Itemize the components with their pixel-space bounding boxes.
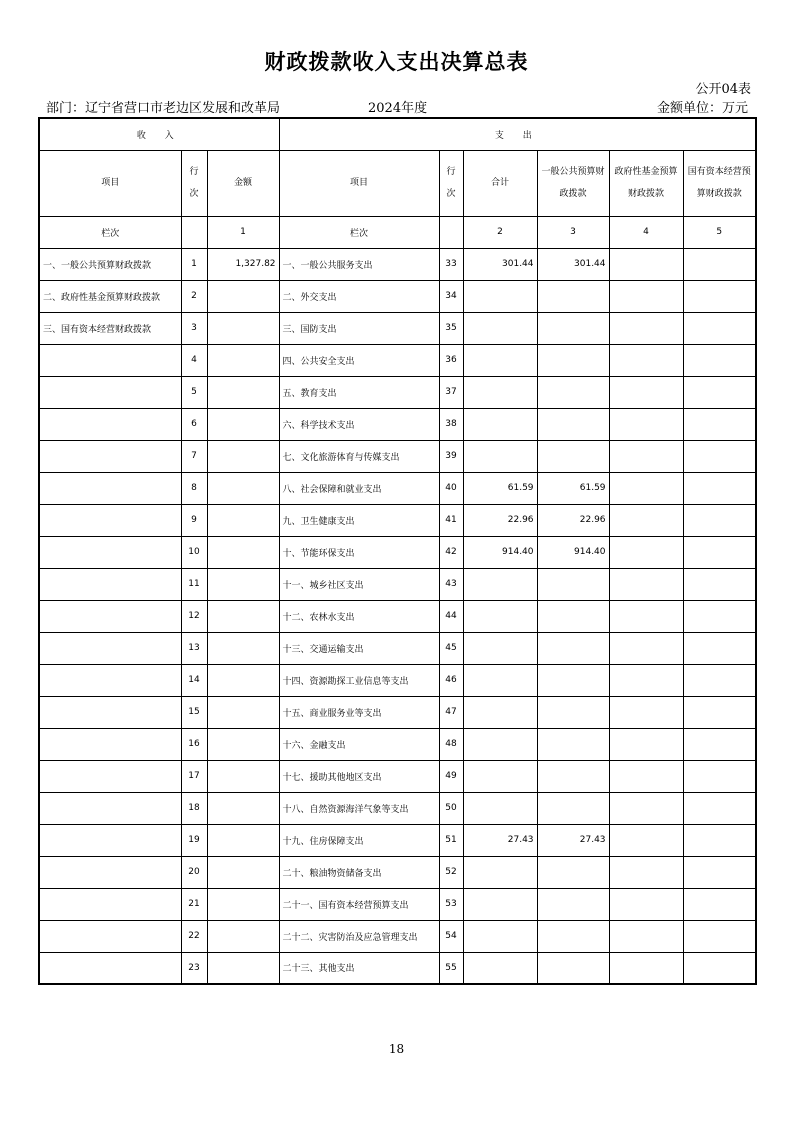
general-budget-cell (537, 312, 609, 344)
income-amount-cell (207, 440, 279, 472)
expense-item-cell: 二十二、灾害防治及应急管理支出 (279, 920, 439, 952)
expense-row-no-cell: 34 (439, 280, 463, 312)
income-row-no-cell: 7 (181, 440, 207, 472)
total-cell (463, 856, 537, 888)
expense-section-header: 支 出 (279, 118, 756, 150)
expense-item-cell: 十一、城乡社区支出 (279, 568, 439, 600)
expense-row-no-cell: 45 (439, 632, 463, 664)
expense-row-no-cell: 49 (439, 760, 463, 792)
expense-item-cell: 二、外交支出 (279, 280, 439, 312)
expense-item-cell: 三、国防支出 (279, 312, 439, 344)
income-item-cell: 一、一般公共预算财政拨款 (39, 248, 181, 280)
table-row (39, 408, 756, 440)
page-title: 财政拨款收入支出决算总表 (264, 50, 529, 74)
index-c1: 1 (207, 216, 279, 248)
income-item-cell (39, 408, 181, 440)
income-row-no-cell: 23 (181, 952, 207, 984)
gov-fund-cell (609, 888, 683, 920)
income-row-no-cell: 4 (181, 344, 207, 376)
table-row (39, 440, 756, 472)
gov-fund-cell (609, 760, 683, 792)
total-cell: 914.40 (463, 536, 537, 568)
expense-row-no-cell: 33 (439, 248, 463, 280)
income-item-cell (39, 376, 181, 408)
total-cell: 61.59 (463, 472, 537, 504)
expense-row-no-cell: 50 (439, 792, 463, 824)
income-item-cell (39, 632, 181, 664)
state-capital-cell (683, 312, 756, 344)
general-budget-cell (537, 408, 609, 440)
index-c2: 2 (463, 216, 537, 248)
total-cell: 22.96 (463, 504, 537, 536)
department-label: 部门：辽宁省营口市老边区发展和改革局 (46, 101, 281, 116)
state-capital-cell (683, 344, 756, 376)
expense-row-no-cell: 52 (439, 856, 463, 888)
expense-item-cell: 二十三、其他支出 (279, 952, 439, 984)
income-section-header: 收 入 (39, 118, 279, 150)
table-row (39, 344, 756, 376)
expense-row-no-cell: 40 (439, 472, 463, 504)
table-row (39, 280, 756, 312)
header-expense-row-no-text: 行次 (446, 167, 456, 199)
total-cell (463, 600, 537, 632)
expense-row-no-cell: 38 (439, 408, 463, 440)
table-row (39, 920, 756, 952)
expense-item-cell: 二十、粮油物资储备支出 (279, 856, 439, 888)
general-budget-cell: 914.40 (537, 536, 609, 568)
state-capital-cell (683, 728, 756, 760)
expense-row-no-cell: 42 (439, 536, 463, 568)
income-item-cell (39, 568, 181, 600)
income-row-no-cell: 20 (181, 856, 207, 888)
income-amount-cell (207, 696, 279, 728)
table-row (39, 376, 756, 408)
unit-label: 金额单位：万元 (656, 101, 748, 116)
expense-item-cell: 十、节能环保支出 (279, 536, 439, 568)
table-row (39, 568, 756, 600)
total-cell (463, 376, 537, 408)
year-label: 2024年度 (368, 101, 428, 116)
income-item-cell (39, 952, 181, 984)
income-row-no-cell: 17 (181, 760, 207, 792)
index-c3: 3 (537, 216, 609, 248)
expense-row-no-cell: 35 (439, 312, 463, 344)
total-cell (463, 664, 537, 696)
table-row (39, 536, 756, 568)
income-row-no-cell: 12 (181, 600, 207, 632)
income-item-cell (39, 664, 181, 696)
expense-item-cell: 七、文化旅游体育与传媒支出 (279, 440, 439, 472)
table-row (39, 664, 756, 696)
general-budget-cell (537, 760, 609, 792)
table-row (39, 696, 756, 728)
header-amount: 金额 (207, 150, 279, 216)
general-budget-cell (537, 888, 609, 920)
general-budget-cell: 301.44 (537, 248, 609, 280)
gov-fund-cell (609, 856, 683, 888)
budget-table (38, 117, 757, 985)
income-item-cell (39, 760, 181, 792)
general-budget-cell (537, 376, 609, 408)
meta-line (38, 97, 754, 115)
income-row-no-cell: 21 (181, 888, 207, 920)
state-capital-cell (683, 824, 756, 856)
gov-fund-cell (609, 376, 683, 408)
table-row (39, 760, 756, 792)
income-amount-cell (207, 600, 279, 632)
income-row-no-cell: 1 (181, 248, 207, 280)
expense-row-no-cell: 55 (439, 952, 463, 984)
income-amount-cell (207, 536, 279, 568)
state-capital-cell (683, 952, 756, 984)
income-item-cell (39, 824, 181, 856)
expense-item-cell: 十三、交通运输支出 (279, 632, 439, 664)
table-row (39, 856, 756, 888)
state-capital-cell (683, 600, 756, 632)
income-amount-cell (207, 504, 279, 536)
expense-item-cell: 十二、农林水支出 (279, 600, 439, 632)
expense-item-cell: 十八、自然资源海洋气象等支出 (279, 792, 439, 824)
income-amount-cell (207, 792, 279, 824)
table-row (39, 824, 756, 856)
general-budget-cell (537, 664, 609, 696)
income-row-no-cell: 18 (181, 792, 207, 824)
gov-fund-cell (609, 824, 683, 856)
expense-item-cell: 十五、商业服务业等支出 (279, 696, 439, 728)
index-c5: 5 (683, 216, 756, 248)
income-row-no-cell: 22 (181, 920, 207, 952)
table-row (39, 888, 756, 920)
income-amount-cell (207, 632, 279, 664)
expense-row-no-cell: 51 (439, 824, 463, 856)
total-cell (463, 312, 537, 344)
gov-fund-cell (609, 792, 683, 824)
state-capital-cell (683, 408, 756, 440)
income-item-cell: 三、国有资本经营财政拨款 (39, 312, 181, 344)
income-amount-cell (207, 280, 279, 312)
expense-row-no-cell: 48 (439, 728, 463, 760)
income-row-no-cell: 3 (181, 312, 207, 344)
gov-fund-cell (609, 632, 683, 664)
index-blank-2 (439, 216, 463, 248)
header-item: 项目 (39, 150, 181, 216)
page-number: 18 (388, 1042, 405, 1056)
state-capital-cell (683, 664, 756, 696)
expense-row-no-cell: 43 (439, 568, 463, 600)
state-capital-cell (683, 632, 756, 664)
column-index-row (39, 216, 756, 248)
general-budget-cell (537, 280, 609, 312)
total-cell (463, 952, 537, 984)
general-budget-cell (537, 952, 609, 984)
gov-fund-cell (609, 728, 683, 760)
general-budget-cell (537, 792, 609, 824)
income-amount-cell (207, 920, 279, 952)
income-item-cell (39, 792, 181, 824)
table-row (39, 472, 756, 504)
total-cell (463, 888, 537, 920)
section-header-row (39, 118, 756, 150)
income-amount-cell (207, 728, 279, 760)
expense-item-cell: 九、卫生健康支出 (279, 504, 439, 536)
income-item-cell (39, 344, 181, 376)
income-item-cell (39, 696, 181, 728)
gov-fund-cell (609, 312, 683, 344)
income-amount-cell (207, 376, 279, 408)
income-amount-cell (207, 824, 279, 856)
expense-row-no-cell: 47 (439, 696, 463, 728)
expense-row-no-cell: 54 (439, 920, 463, 952)
gov-fund-cell (609, 568, 683, 600)
expense-row-no-cell: 53 (439, 888, 463, 920)
header-expense-row-no (439, 150, 463, 216)
total-cell (463, 632, 537, 664)
income-row-no-cell: 9 (181, 504, 207, 536)
general-budget-cell (537, 920, 609, 952)
state-capital-cell (683, 696, 756, 728)
income-row-no-cell: 10 (181, 536, 207, 568)
gov-fund-cell (609, 280, 683, 312)
gov-fund-cell (609, 504, 683, 536)
header-state-capital: 国有资本经营预算财政拨款 (683, 150, 756, 216)
expense-item-cell: 十七、援助其他地区支出 (279, 760, 439, 792)
gov-fund-cell (609, 696, 683, 728)
expense-row-no-cell: 44 (439, 600, 463, 632)
income-row-no-cell: 15 (181, 696, 207, 728)
gov-fund-cell (609, 664, 683, 696)
expense-item-cell: 十九、住房保障支出 (279, 824, 439, 856)
state-capital-cell (683, 760, 756, 792)
header-row-no (181, 150, 207, 216)
general-budget-cell: 27.43 (537, 824, 609, 856)
income-row-no-cell: 8 (181, 472, 207, 504)
state-capital-cell (683, 504, 756, 536)
income-item-cell (39, 504, 181, 536)
income-row-no-cell: 13 (181, 632, 207, 664)
expense-row-no-cell: 36 (439, 344, 463, 376)
income-row-no-cell: 14 (181, 664, 207, 696)
expense-item-cell: 十四、资源勘探工业信息等支出 (279, 664, 439, 696)
income-item-cell: 二、政府性基金预算财政拨款 (39, 280, 181, 312)
index-blank (181, 216, 207, 248)
expense-row-no-cell: 37 (439, 376, 463, 408)
gov-fund-cell (609, 440, 683, 472)
total-cell (463, 440, 537, 472)
income-row-no-cell: 16 (181, 728, 207, 760)
income-item-cell (39, 472, 181, 504)
state-capital-cell (683, 888, 756, 920)
total-cell (463, 728, 537, 760)
index-c4: 4 (609, 216, 683, 248)
table-row (39, 952, 756, 984)
total-cell (463, 696, 537, 728)
header-expense-item: 项目 (279, 150, 439, 216)
income-amount-cell (207, 760, 279, 792)
table-row (39, 792, 756, 824)
gov-fund-cell (609, 248, 683, 280)
expense-row-no-cell: 39 (439, 440, 463, 472)
gov-fund-cell (609, 536, 683, 568)
general-budget-cell (537, 696, 609, 728)
income-item-cell (39, 920, 181, 952)
income-amount-cell (207, 408, 279, 440)
header-total: 合计 (463, 150, 537, 216)
expense-item-cell: 五、教育支出 (279, 376, 439, 408)
expense-row-no-cell: 46 (439, 664, 463, 696)
header-row-no-text: 行次 (189, 167, 199, 199)
income-amount-cell (207, 664, 279, 696)
gov-fund-cell (609, 952, 683, 984)
income-amount-cell: 1,327.82 (207, 248, 279, 280)
index-expense-label: 栏次 (279, 216, 439, 248)
general-budget-cell (537, 856, 609, 888)
total-cell: 301.44 (463, 248, 537, 280)
gov-fund-cell (609, 344, 683, 376)
state-capital-cell (683, 376, 756, 408)
total-cell (463, 760, 537, 792)
table-row (39, 632, 756, 664)
general-budget-cell (537, 728, 609, 760)
table-row (39, 600, 756, 632)
general-budget-cell: 61.59 (537, 472, 609, 504)
state-capital-cell (683, 248, 756, 280)
state-capital-cell (683, 440, 756, 472)
income-item-cell (39, 536, 181, 568)
income-item-cell (39, 856, 181, 888)
income-amount-cell (207, 568, 279, 600)
income-amount-cell (207, 312, 279, 344)
income-row-no-cell: 5 (181, 376, 207, 408)
total-cell (463, 568, 537, 600)
general-budget-cell (537, 440, 609, 472)
column-header-row (39, 150, 756, 216)
income-amount-cell (207, 856, 279, 888)
expense-item-cell: 一、一般公共服务支出 (279, 248, 439, 280)
table-row (39, 312, 756, 344)
header-general-budget: 一般公共预算财政拨款 (537, 150, 609, 216)
state-capital-cell (683, 920, 756, 952)
expense-item-cell: 十六、金融支出 (279, 728, 439, 760)
income-amount-cell (207, 472, 279, 504)
gov-fund-cell (609, 472, 683, 504)
table-row (39, 248, 756, 280)
state-capital-cell (683, 792, 756, 824)
general-budget-cell (537, 632, 609, 664)
state-capital-cell (683, 856, 756, 888)
state-capital-cell (683, 472, 756, 504)
expense-row-no-cell: 41 (439, 504, 463, 536)
income-item-cell (39, 600, 181, 632)
state-capital-cell (683, 280, 756, 312)
general-budget-cell (537, 568, 609, 600)
index-label: 栏次 (39, 216, 181, 248)
general-budget-cell (537, 344, 609, 376)
total-cell (463, 280, 537, 312)
income-amount-cell (207, 888, 279, 920)
state-capital-cell (683, 568, 756, 600)
income-amount-cell (207, 344, 279, 376)
total-cell (463, 920, 537, 952)
general-budget-cell: 22.96 (537, 504, 609, 536)
income-row-no-cell: 19 (181, 824, 207, 856)
income-row-no-cell: 2 (181, 280, 207, 312)
total-cell (463, 792, 537, 824)
header-gov-fund: 政府性基金预算财政拨款 (609, 150, 683, 216)
total-cell (463, 408, 537, 440)
expense-item-cell: 六、科学技术支出 (279, 408, 439, 440)
total-cell (463, 344, 537, 376)
income-row-no-cell: 11 (181, 568, 207, 600)
form-number: 公开04表 (695, 82, 751, 97)
income-item-cell (39, 440, 181, 472)
general-budget-cell (537, 600, 609, 632)
income-item-cell (39, 728, 181, 760)
table-row (39, 504, 756, 536)
gov-fund-cell (609, 920, 683, 952)
expense-item-cell: 八、社会保障和就业支出 (279, 472, 439, 504)
state-capital-cell (683, 536, 756, 568)
income-amount-cell (207, 952, 279, 984)
table-row (39, 728, 756, 760)
gov-fund-cell (609, 600, 683, 632)
income-item-cell (39, 888, 181, 920)
total-cell: 27.43 (463, 824, 537, 856)
gov-fund-cell (609, 408, 683, 440)
income-row-no-cell: 6 (181, 408, 207, 440)
expense-item-cell: 二十一、国有资本经营预算支出 (279, 888, 439, 920)
expense-item-cell: 四、公共安全支出 (279, 344, 439, 376)
